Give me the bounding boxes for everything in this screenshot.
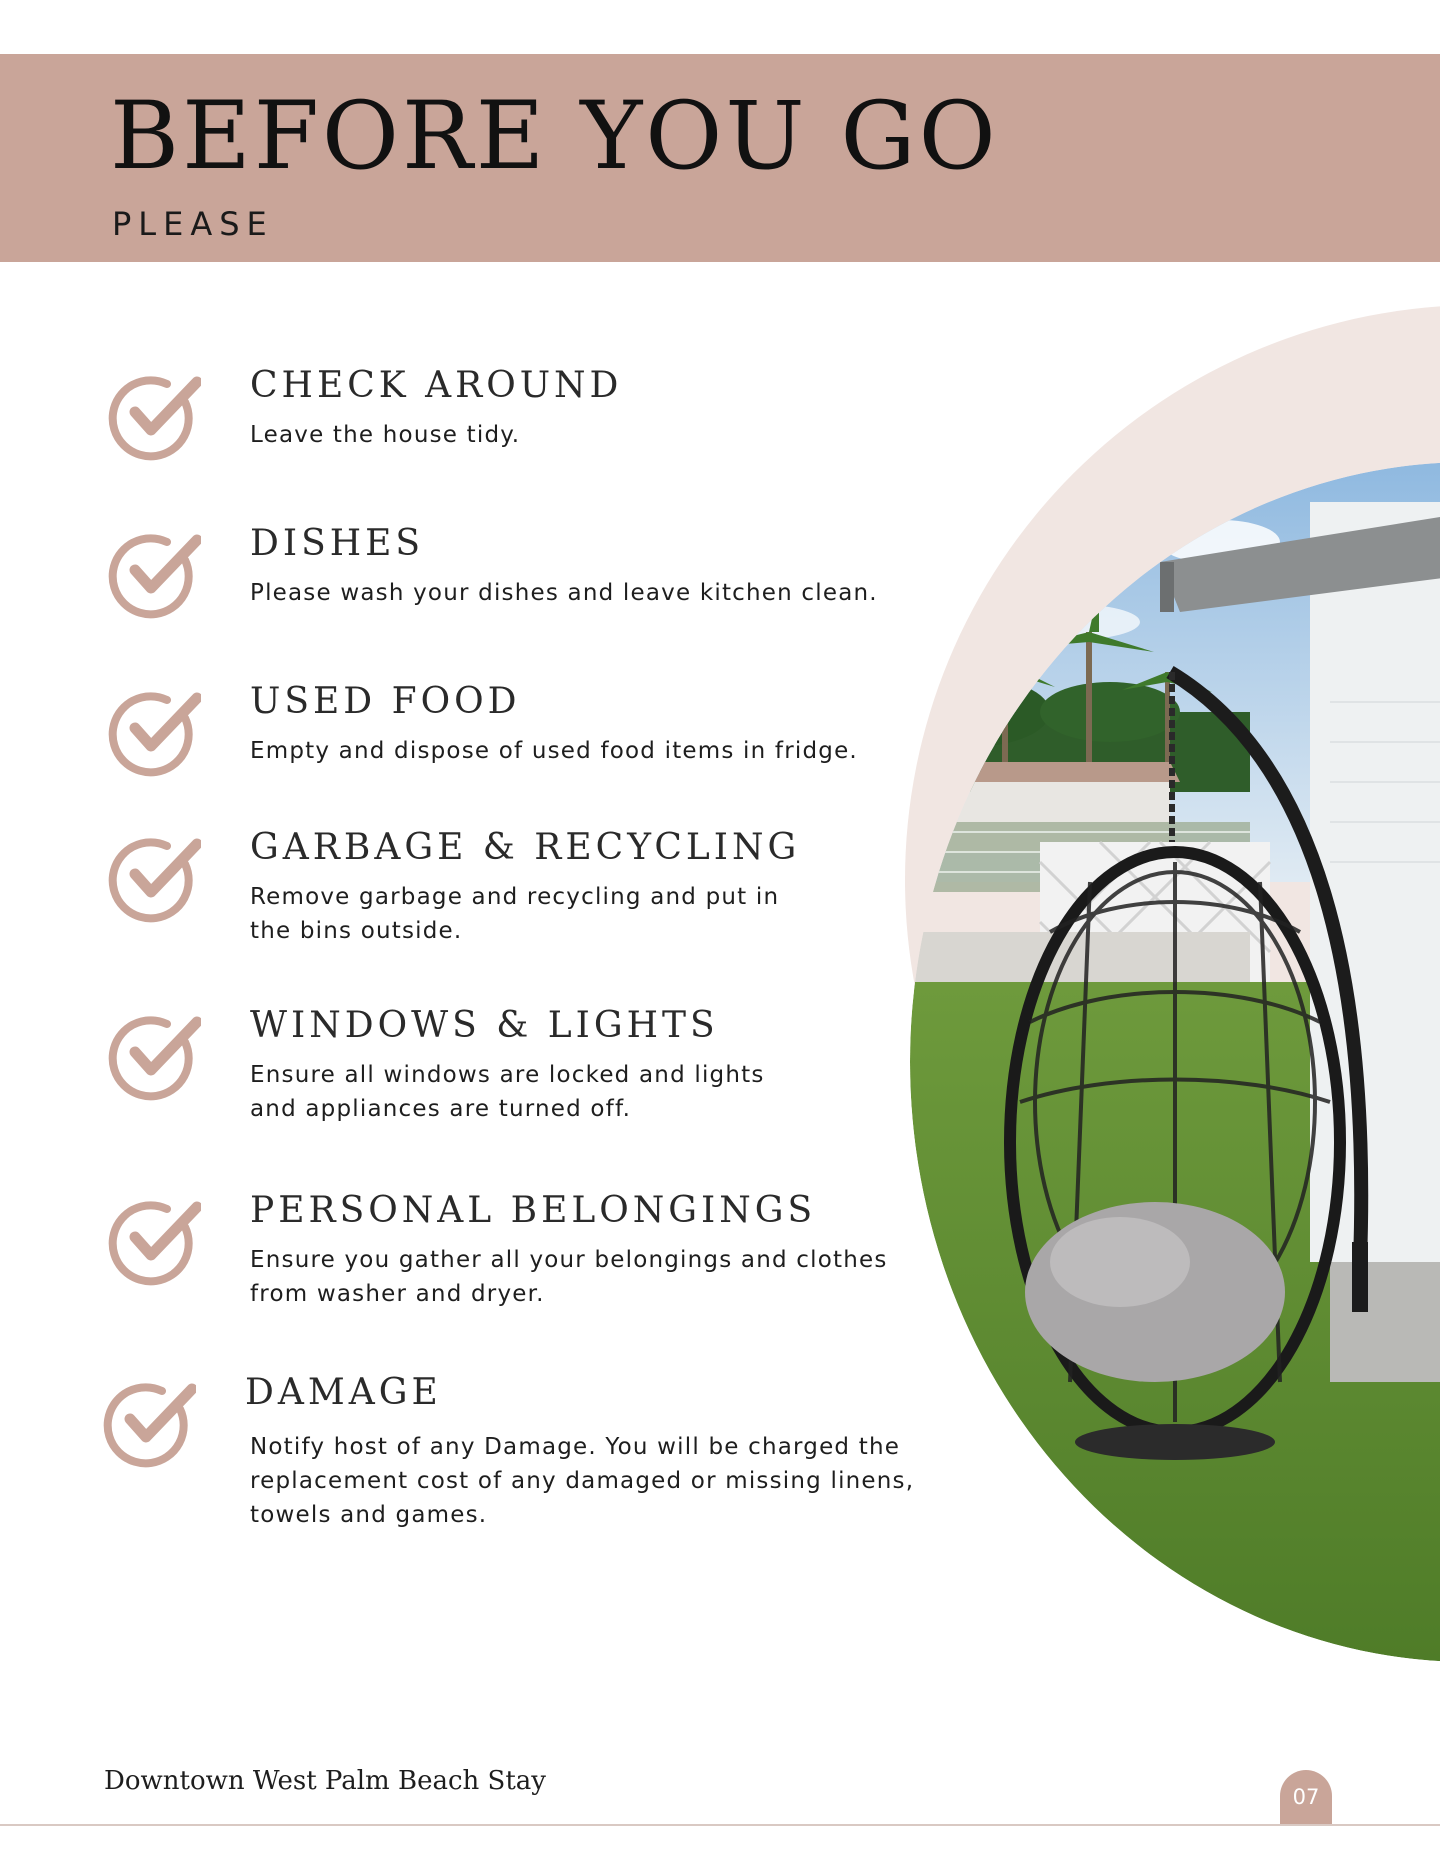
footer-brand: Downtown West Palm Beach Stay [104,1766,546,1796]
check-circle-icon [105,1008,201,1104]
check-circle-icon [105,830,201,926]
item-title: PERSONAL BELONGINGS [250,1190,817,1231]
item-description: Leave the house tidy. [250,422,521,448]
check-circle-icon [105,684,201,780]
item-description: Ensure you gather all your belongings and clothes from washer and dryer. [250,1247,888,1307]
page-subtitle: PLEASE [112,205,274,243]
page-number: 07 [1292,1785,1320,1809]
item-description: Empty and dispose of used food items in fridge. [250,738,858,764]
item-title: WINDOWS & LIGHTS [250,1005,719,1046]
check-circle-icon [105,1193,201,1289]
check-circle-icon [105,526,201,622]
page-title: BEFORE YOU GO [110,82,999,191]
footer-divider [0,1824,1440,1826]
item-title: USED FOOD [250,681,521,722]
check-circle-icon [105,368,201,464]
item-description: Remove garbage and recycling and put in the bins outside. [250,884,780,944]
page-number-badge [1280,1770,1332,1824]
item-description: Ensure all windows are locked and lights and appliances are turned off. [250,1062,765,1122]
item-description: Please wash your dishes and leave kitchen clean. [250,580,878,606]
item-title: GARBAGE & RECYCLING [250,827,801,868]
item-title: DAMAGE [245,1372,442,1413]
item-title: CHECK AROUND [250,365,623,406]
check-circle-icon [100,1375,196,1471]
item-title: DISHES [250,523,425,564]
item-description: Notify host of any Damage. You will be charged the replacement cost of any damaged or missing linens, towels and games. [250,1434,915,1528]
